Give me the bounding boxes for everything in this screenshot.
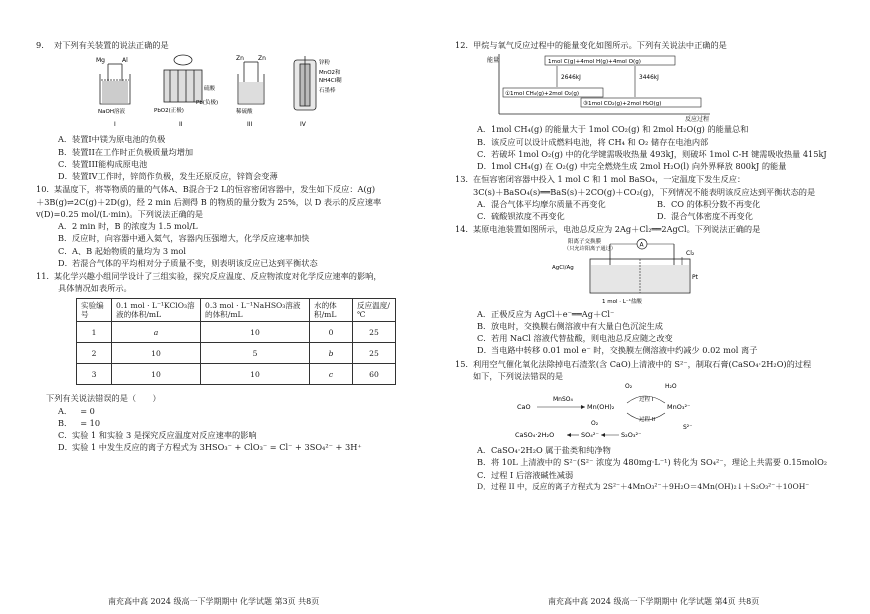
table-row xyxy=(77,322,396,343)
y-axis-label: 能量 xyxy=(487,57,500,65)
process-2-label: 过程 II xyxy=(639,417,655,423)
option-b: B． = 10 xyxy=(58,417,101,428)
device-iv-label-zinc: 锌粉 xyxy=(319,60,331,67)
question-stem: 对下列有关装置的说法正确的是 xyxy=(54,40,169,50)
q15-process-diagram xyxy=(515,381,745,443)
option-a: A．1mol CH₄(g) 的能量大于 1mol CO₂(g) 和 2mol H₂O(g) 的能量总和 xyxy=(477,124,749,135)
mno3-label: MnO₃²⁻ xyxy=(667,403,691,411)
right-page xyxy=(455,40,845,494)
table-header: 水的体积/mL xyxy=(310,298,353,322)
question-number: 12. xyxy=(455,40,469,50)
question-stem-line: 某温度下，将等物质的量的气体A、B混合于2 L的恒容密闭容器中，发生如下反应：A(g) xyxy=(54,184,376,195)
s2-label: S²⁻ xyxy=(683,424,693,431)
option-c: C．A、B 起始物质的量均为 3 mol xyxy=(58,245,186,256)
membrane-label: 阳离子交换膜 xyxy=(568,238,602,245)
question-15 xyxy=(455,359,845,492)
device-iv-number: IV xyxy=(300,121,306,129)
option-b: B．反应时，向容器中通入氦气，容器内压强增大，化学反应速率加快 xyxy=(58,233,310,244)
table-cell: b xyxy=(310,343,353,364)
device-iii-label-zn1: Zn xyxy=(236,55,244,63)
hcl-label: 1 mol · L⁻¹盐酸 xyxy=(602,298,642,305)
question-stem: 某原电池装置如图所示，电池总反应为 2Ag＋Cl₂══2AgCl。下列说法正确的是 xyxy=(473,224,761,235)
page-footer-left: 南充高中高 2024 级高一下学期期中 化学试题 第3页 共8页 xyxy=(108,597,320,606)
device-iv-label-mno2: MnO2和 xyxy=(319,70,341,77)
q14-cell-figure xyxy=(550,235,750,307)
device-iv-label-nh4cl: NH4Cl糊 xyxy=(319,78,342,85)
cl2-label: Cl₂ xyxy=(686,249,695,257)
experiment-table xyxy=(76,298,396,386)
question-9 xyxy=(36,40,421,181)
device-i-label-mg: Mg xyxy=(96,57,105,65)
option-c: C．若破坏 1mol O₂(g) 中的化学键需吸收热量 493kJ，则破坏 1mol C-H 键需吸收热量 415kJ xyxy=(477,148,827,159)
table-cell: 0 xyxy=(310,322,353,343)
question-stem-line: ＋3B(g)⇌2C(g)＋2D(g)，经 2 min 后测得 B 的物质的量分数为 25%，以 D 表示的反应速率 xyxy=(36,196,382,207)
table-header-row xyxy=(77,298,396,322)
question-number: 14. xyxy=(455,224,469,235)
option-b: B．放电时，交换膜右侧溶液中有大量白色沉淀生成 xyxy=(477,320,663,331)
option-d: D．1mol CH₄(g) 在 O₂(g) 中完全燃烧生成 2mol H₂O(l) 向外界释放 800kJ 的能量 xyxy=(477,161,787,171)
s2o3-label: S₂O₃²⁻ xyxy=(621,431,642,439)
question-number: 11. xyxy=(36,271,50,281)
question-11 xyxy=(36,271,421,453)
h2o-top: H₂O xyxy=(665,383,677,390)
table-header: 0.1 mol · L⁻¹KClO₃溶液的体积/mL xyxy=(112,298,201,322)
table-header: 反应温度/℃ xyxy=(353,298,396,322)
option-a: A．装置I中镁为原电池的负极 xyxy=(58,134,166,145)
mnoh2-label: Mn(OH)₂ xyxy=(587,403,615,411)
question-number: 10. xyxy=(36,184,50,195)
agcl-ag-label: AgCl/Ag xyxy=(552,264,574,271)
question-number: 9. xyxy=(36,40,44,50)
option-c: C．实验 1 和实验 3 是探究反应温度对反应速率的影响 xyxy=(58,430,257,441)
left-page xyxy=(36,40,421,456)
option-b: B．装置II在工作时正负极质量均增加 xyxy=(58,146,194,157)
question-10 xyxy=(36,184,421,268)
option-a: A．正极反应为 AgCl＋e⁻══Ag＋Cl⁻ xyxy=(477,308,615,319)
question-stem-line: 如下，下列说法错误的是 xyxy=(473,370,564,381)
table-cell: 10 xyxy=(201,364,310,385)
question-stem-line: v(D)=0.25 mol/(L·min)。下列说法正确的是 xyxy=(36,208,204,219)
table-row xyxy=(77,343,396,364)
energy-2646: 2646kJ xyxy=(561,75,581,82)
device-iii-label-acid: 稀硫酸 xyxy=(236,109,253,116)
question-stem-line: 在恒容密闭容器中投入 1 mol C 和 1 mol BaSO₄，一定温度下发生反应： xyxy=(473,174,746,185)
option-a: A．CaSO₄·2H₂O 属于盐类和纯净物 xyxy=(477,445,611,455)
table-cell: 10 xyxy=(112,364,201,385)
table-cell: 10 xyxy=(112,343,201,364)
table-cell: 5 xyxy=(201,343,310,364)
option-c: C．若用 NaCl 溶液代替盐酸，则电池总反应随之改变 xyxy=(477,333,673,343)
table-cell: 10 xyxy=(201,322,310,343)
x-axis-label: 反应过程 xyxy=(685,116,710,123)
table-cell: 1 xyxy=(77,322,112,343)
option-d: D．过程 II 中，反应的离子方程式为 2S²⁻＋4MnO₃²⁻＋9H₂O＝4Mn(OH)₂↓＋S₂O₃²⁻＋10OH⁻ xyxy=(477,481,810,491)
gypsum-label: CaSO₄·2H₂O xyxy=(515,431,555,439)
option-d: D．实验 1 中发生反应的离子方程式为 3HSO₃⁻ + ClO₃⁻ = Cl⁻ + 3SO₄²⁻ + 3H⁺ xyxy=(58,442,362,453)
question-stem-line: 3C(s)＋BaSO₄(s)══BaS(s)＋2CO(g)＋CO₂(g)，下列情况不能表明该反应达到平衡状态的是 xyxy=(473,186,816,197)
device-i-label-naoh: NaOH溶液 xyxy=(98,109,125,116)
o2-bottom: O₂ xyxy=(591,420,599,427)
table-cell: a xyxy=(112,322,201,343)
question-prompt: 下列有关说法错误的是（ ） xyxy=(46,393,161,404)
table-cell: 25 xyxy=(353,322,396,343)
table-cell: 2 xyxy=(77,343,112,364)
question-number: 13. xyxy=(455,174,469,185)
device-iii-label-zn2: Zn xyxy=(258,55,266,63)
level-products: ③1mol CO₂(g)+2mol H₂O(g) xyxy=(583,101,662,108)
cao-label: CaO xyxy=(517,403,531,411)
level-reactants: ①1mol CH₄(g)+2mol O₂(g) xyxy=(505,91,580,98)
question-14 xyxy=(455,224,845,355)
device-iii-number: III xyxy=(247,121,253,129)
question-number: 15. xyxy=(455,358,469,369)
mnso4-label: MnSO₄ xyxy=(553,396,573,403)
q9-apparatus-figure xyxy=(86,50,356,132)
table-row xyxy=(77,364,396,385)
device-ii-label-pbo2: PbO2(正极) xyxy=(154,108,184,115)
table-cell: 60 xyxy=(353,364,396,385)
device-ii xyxy=(164,55,202,102)
option-a: A． = 0 xyxy=(58,405,95,416)
device-ii-label-pb: Pb(负极) xyxy=(196,100,219,107)
option-d: D．若混合气体的平均相对分子质量不变，则表明该反应已达到平衡状态 xyxy=(58,257,318,268)
energy-3446: 3446kJ xyxy=(639,75,659,82)
device-ii-label-acid: 硫酸 xyxy=(204,86,216,93)
q12-energy-diagram xyxy=(485,50,745,122)
device-ii-number: II xyxy=(179,121,183,129)
option-row-cd: C．硫酸钡浓度不再变化 D．混合气体密度不再变化 xyxy=(477,211,753,221)
option-a: A．2 min 时，B 的浓度为 1.5 mol/L xyxy=(58,221,198,231)
device-iii xyxy=(238,62,264,104)
o2-top: O₂ xyxy=(625,383,633,390)
so4-label: SO₄²⁻ xyxy=(581,431,599,439)
device-i xyxy=(100,64,130,104)
question-stem-line: 利用空气催化氧化法除掉电石渣浆(含 CaO)上清液中的 S²⁻，制取石膏(CaSO₄·2H₂O)的过程 xyxy=(473,358,812,369)
device-i-label-al: Al xyxy=(122,57,128,65)
option-c: C．装置III能构成原电池 xyxy=(58,158,148,169)
process-1-label: 过程 I xyxy=(639,397,654,403)
question-13 xyxy=(455,174,845,221)
device-iv xyxy=(294,56,316,110)
table-cell: 25 xyxy=(353,343,396,364)
ammeter: A xyxy=(639,241,644,248)
option-c: C．过程 I 后溶液碱性减弱 xyxy=(477,469,574,480)
pt-label: Pt xyxy=(692,273,698,281)
table-header: 实验编号 xyxy=(77,298,112,322)
table-header: 0.3 mol · L⁻¹NaHSO₃溶液的体积/mL xyxy=(201,298,310,322)
question-12 xyxy=(455,40,845,171)
option-b: B．该反应可以设计成燃料电池，将 CH₄ 和 O₂ 储存在电池内部 xyxy=(477,136,709,147)
page-footer-right: 南充高中高 2024 级高一下学期期中 化学试题 第4页 共8页 xyxy=(548,597,760,606)
device-iv-label-graphite: 石墨棒 xyxy=(319,88,336,95)
option-d: D．装置IV工作时，锌筒作负极，发生还原反应，锌筒会变薄 xyxy=(58,171,278,181)
option-b: B．将 10L 上清液中的 S²⁻(S²⁻ 浓度为 480mg·L⁻¹) 转化为 SO₄²⁻，理论上共需要 0.15molO₂ xyxy=(477,457,828,468)
table-cell: 3 xyxy=(77,364,112,385)
option-d: D．当电路中转移 0.01 mol e⁻ 时，交换膜左侧溶液中约减少 0.02 mol 离子 xyxy=(477,345,758,356)
question-stem-line: 某化学兴趣小组同学设计了三组实验，探究反应温度、反应物浓度对化学反应速率的影响， xyxy=(54,271,382,281)
question-stem-line: 具体情况如表所示。 xyxy=(58,283,132,294)
device-i-number: I xyxy=(114,121,116,129)
option-row-ab: A．混合气体平均摩尔质量不再变化 B．CO 的体积分数不再变化 xyxy=(477,198,761,209)
membrane-note: （只允许阳离子通过） xyxy=(564,245,616,252)
level-atoms: 1mol C(g)+4mol H(g)+4mol O(g) xyxy=(548,59,641,66)
question-stem: 甲烷与氧气反应过程中的能量变化如图所示。下列有关说法中正确的是 xyxy=(473,40,727,50)
table-cell: c xyxy=(310,364,353,385)
